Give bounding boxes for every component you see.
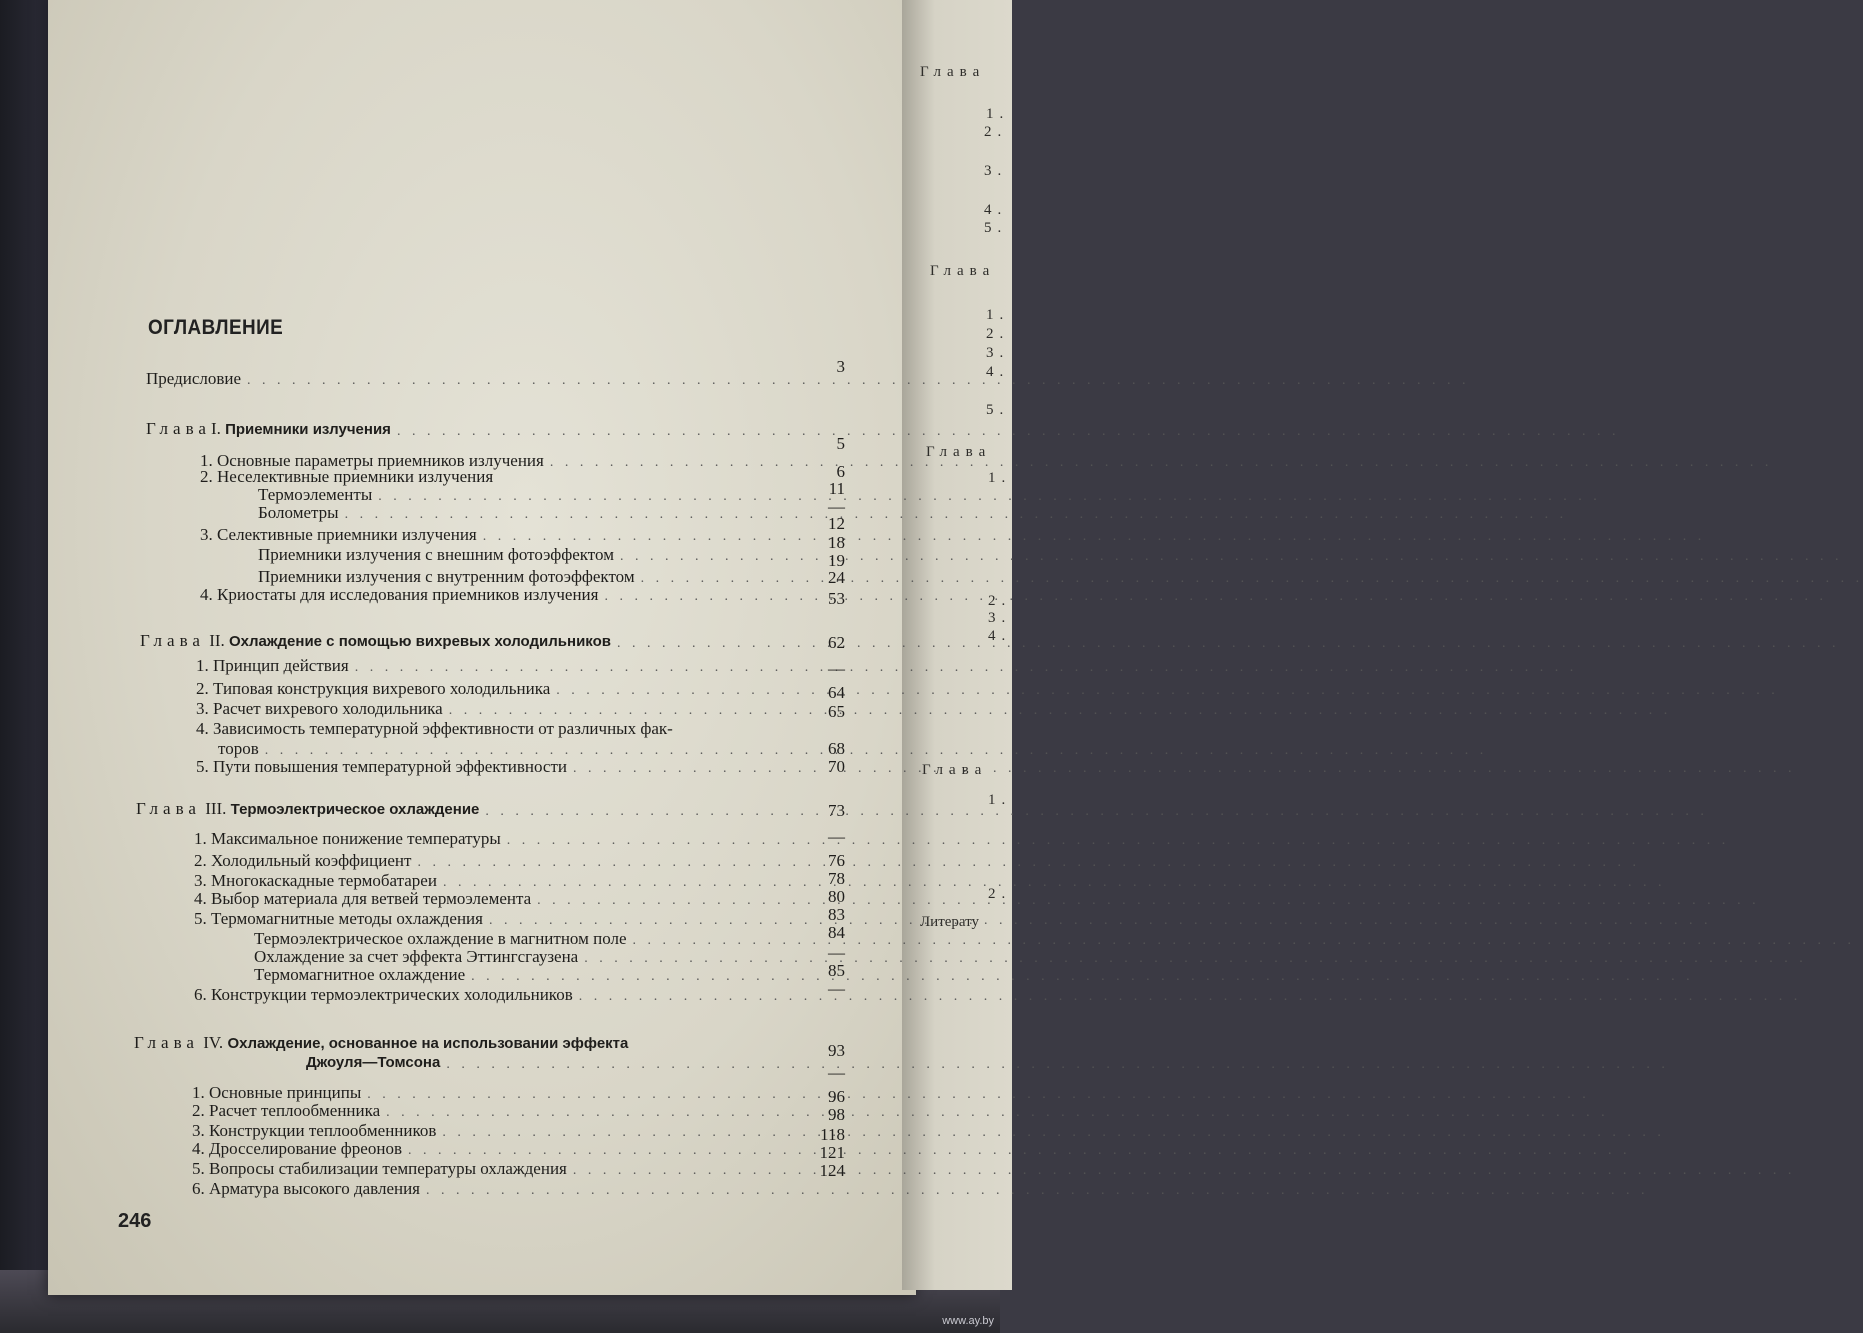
toc-entry-page: 11 — [828, 479, 845, 498]
leader-dots — [443, 876, 824, 890]
chapter-word: Глава — [140, 631, 205, 650]
right-page-line: Глава — [922, 762, 988, 778]
right-page-line: Глава — [926, 444, 992, 460]
toc-entry — [192, 1102, 828, 1120]
right-page-line: 5. — [986, 402, 1010, 418]
toc-entry-text: Охлаждение за счет эффекта Эттингсгаузена — [254, 947, 579, 966]
toc-entry-text: 4. Зависимость температурной эффективности от различных фак- — [196, 719, 673, 738]
leader-dots — [446, 1058, 824, 1072]
toc-entry-text: 2. Расчет теплообменника — [192, 1101, 381, 1120]
toc-entry-text: Термоэлектрическое охлаждение в магнитном поле — [254, 929, 627, 948]
toc-entry-text: торов — [218, 739, 259, 758]
leader-dots — [537, 894, 824, 908]
toc-entry — [196, 700, 830, 718]
toc-entry-text: 4. Дросселирование фреонов — [192, 1139, 402, 1158]
chapter-title: Джоуля—Томсона — [306, 1054, 441, 1071]
chapter-number: IV. — [203, 1033, 224, 1052]
toc-entry — [194, 890, 830, 908]
leader-dots — [471, 970, 824, 984]
toc-entry — [196, 720, 796, 738]
chapter-title: Охлаждение с помощью вихревых холодильников — [229, 633, 611, 650]
leader-dots — [507, 834, 824, 848]
toc-entry-text: 3. Конструкции теплообменников — [192, 1121, 437, 1140]
leader-dots — [483, 530, 824, 544]
toc-entry-page: 6 — [836, 462, 845, 481]
toc-entry-text: Термомагнитное охлаждение — [254, 965, 466, 984]
toc-entry-text: 5. Термомагнитные методы охлаждения — [194, 909, 483, 928]
chapter-title: Приемники излучения — [225, 421, 391, 438]
toc-entry-page: 118 — [820, 1125, 845, 1144]
toc-entry-page: 53 — [828, 589, 845, 608]
toc-entry — [194, 986, 830, 1004]
toc-entry-text: Болометры — [258, 503, 339, 522]
chapter-number: II. — [209, 631, 225, 650]
toc-entry-page: 64 — [828, 683, 845, 702]
toc-entry — [192, 1180, 828, 1198]
toc-entry — [146, 370, 846, 388]
toc-entry-text: 6. Арматура высокого давления — [192, 1179, 420, 1198]
toc-entry-text: 2. Неселективные приемники излучения — [200, 467, 494, 486]
toc-entry-text: 3. Расчет вихревого холодильника — [196, 699, 443, 718]
toc-entry-page: 65 — [828, 702, 845, 721]
leader-dots — [247, 374, 840, 388]
right-page-line: 2. — [986, 326, 1010, 342]
toc-entry — [194, 872, 830, 890]
toc-entry-page: 18 — [828, 533, 845, 552]
right-page-line: 3. — [986, 345, 1010, 361]
leader-dots — [489, 914, 824, 928]
chapter-title: Охлаждение, основанное на использовании эффекта — [227, 1035, 629, 1052]
toc-entry-text: 2. Холодильный коэффициент — [194, 851, 412, 870]
right-page-line: 1. — [988, 792, 1012, 808]
right-page-line: 3. — [984, 163, 1008, 179]
leader-dots — [367, 1088, 822, 1102]
toc-entry — [192, 1084, 828, 1102]
toc-entry-text: 4. Выбор материала для ветвей термоэлемента — [194, 889, 532, 908]
toc-entry-page: 85 — [828, 961, 845, 980]
toc-chapter-heading — [140, 632, 840, 651]
right-page-line: Глава — [920, 64, 986, 80]
leader-dots — [449, 704, 824, 718]
toc-entry-page: 93 — [828, 1041, 845, 1060]
toc-entry — [200, 526, 830, 544]
toc-entry-text: Термоэлементы — [258, 485, 373, 504]
toc-entry — [192, 1160, 828, 1178]
toc-entry-text: 4. Криостаты для исследования приемников излучения — [200, 585, 599, 604]
toc-entry-page: 62 — [828, 633, 845, 652]
toc-entry — [200, 586, 830, 604]
toc-entry-page: 76 — [828, 851, 845, 870]
toc-entry — [258, 568, 830, 586]
page-number: 246 — [118, 1210, 152, 1232]
toc-entry — [194, 830, 830, 848]
leader-dots — [345, 508, 824, 522]
toc-chapter-heading — [136, 800, 840, 819]
toc-chapter-heading-cont — [306, 1054, 830, 1072]
toc-entry — [194, 852, 830, 870]
toc-entry — [258, 546, 830, 564]
toc-entry-page: 73 — [828, 801, 845, 820]
toc-entry — [258, 504, 830, 522]
toc-entry-page: 19 — [828, 551, 845, 570]
toc-entry-page: 68 — [828, 739, 845, 758]
toc-entry-text: 5. Пути повышения температурной эффективности — [196, 757, 567, 776]
toc-entry-text: 5. Вопросы стабилизации температуры охлаждения — [192, 1159, 567, 1178]
leader-dots — [265, 744, 824, 758]
leader-dots — [442, 1126, 822, 1140]
leader-dots — [426, 1184, 822, 1198]
toc-entry-page: 80 — [828, 887, 845, 906]
chapter-word: Глава — [134, 1033, 199, 1052]
toc-entry-text: Приемники излучения с внешним фотоэффектом — [258, 545, 614, 564]
right-page-line: 3. — [988, 610, 1012, 626]
leader-dots — [355, 661, 824, 675]
toc-entry-page: — — [828, 497, 845, 516]
toc-entry — [200, 468, 580, 486]
toc-entry-text: Предисловие — [146, 369, 242, 388]
right-page-line: 4. — [984, 202, 1008, 218]
toc-entry-text: 6. Конструкции термоэлектрических холодильников — [194, 985, 573, 1004]
toc-entry-page: 83 — [828, 905, 845, 924]
toc-entry — [192, 1122, 828, 1140]
toc-entry-text: 1. Принцип действия — [196, 656, 349, 675]
toc-entry-page: 12 — [828, 514, 845, 533]
toc-entry-text: Приемники излучения с внутренним фотоэффектом — [258, 567, 635, 586]
leader-dots — [556, 684, 824, 698]
toc-entry — [196, 758, 830, 776]
toc-entry-text: 1. Основные параметры приемников излучения — [200, 451, 544, 470]
toc-title: ОГЛАВЛЕНИЕ — [148, 316, 284, 339]
toc-entry-text: 3. Многокаскадные термобатареи — [194, 871, 437, 890]
leader-dots — [417, 856, 824, 870]
right-page-line: 2. — [988, 886, 1012, 902]
leader-dots — [397, 425, 840, 439]
toc-entry-page: 3 — [836, 357, 845, 376]
toc-entry — [254, 930, 830, 948]
toc-entry-page: 84 — [828, 923, 845, 942]
watermark: www.ay.by — [942, 1315, 994, 1327]
right-page-line: 2. — [988, 593, 1012, 609]
right-page-line: 1. — [986, 307, 1010, 323]
right-page-line: 1. — [986, 106, 1010, 122]
right-page-line: 4. — [988, 628, 1012, 644]
leader-dots — [408, 1144, 822, 1158]
right-page-line: 1. — [988, 470, 1012, 486]
right-page-line: 5. — [984, 220, 1008, 236]
toc-entry-text: 1. Максимальное понижение температуры — [194, 829, 501, 848]
chapter-title: Термоэлектрическое охлаждение — [230, 801, 480, 818]
right-page-line: Литерату — [920, 914, 980, 930]
chapter-number: I. — [210, 419, 221, 438]
toc-entry — [194, 910, 830, 928]
right-page-line: 4. — [986, 364, 1010, 380]
toc-entry-page: — — [828, 979, 845, 998]
toc-entry — [254, 948, 830, 966]
leader-dots — [485, 805, 834, 819]
leader-dots — [550, 456, 824, 470]
toc-entry — [196, 680, 830, 698]
toc-entry — [218, 740, 830, 758]
toc-entry-text: 2. Типовая конструкция вихревого холодильника — [196, 679, 551, 698]
toc-entry-page: 121 — [819, 1143, 845, 1162]
toc-entry-page: 124 — [819, 1161, 845, 1180]
toc-entry — [258, 486, 830, 504]
chapter-word: Глава — [136, 799, 201, 818]
leader-dots — [386, 1106, 822, 1120]
toc-entry-page: — — [828, 1063, 845, 1082]
toc-entry-page: — — [828, 659, 845, 678]
toc-entry-page: 5 — [836, 434, 845, 453]
toc-entry-page: — — [828, 827, 845, 846]
leader-dots — [378, 490, 824, 504]
right-page-line: 2. — [984, 124, 1008, 140]
toc-entry-text: 1. Основные принципы — [192, 1083, 362, 1102]
toc-chapter-heading — [146, 420, 846, 439]
right-page-line: Глава — [930, 263, 996, 279]
toc-entry-page: 98 — [828, 1105, 845, 1124]
toc-entry-page: 24 — [828, 568, 845, 587]
toc-entry-page: 78 — [828, 869, 845, 888]
chapter-word: Глава — [146, 419, 211, 438]
toc-entry-page: — — [828, 943, 845, 962]
toc-entry-page: 96 — [828, 1087, 845, 1106]
chapter-number: III. — [205, 799, 227, 818]
toc-entry — [196, 657, 830, 675]
toc-entry — [254, 966, 830, 984]
toc-entry-page: 70 — [828, 757, 845, 776]
toc-chapter-heading — [134, 1034, 774, 1053]
toc-entry — [192, 1140, 828, 1158]
toc-entry-text: 3. Селективные приемники излучения — [200, 525, 477, 544]
